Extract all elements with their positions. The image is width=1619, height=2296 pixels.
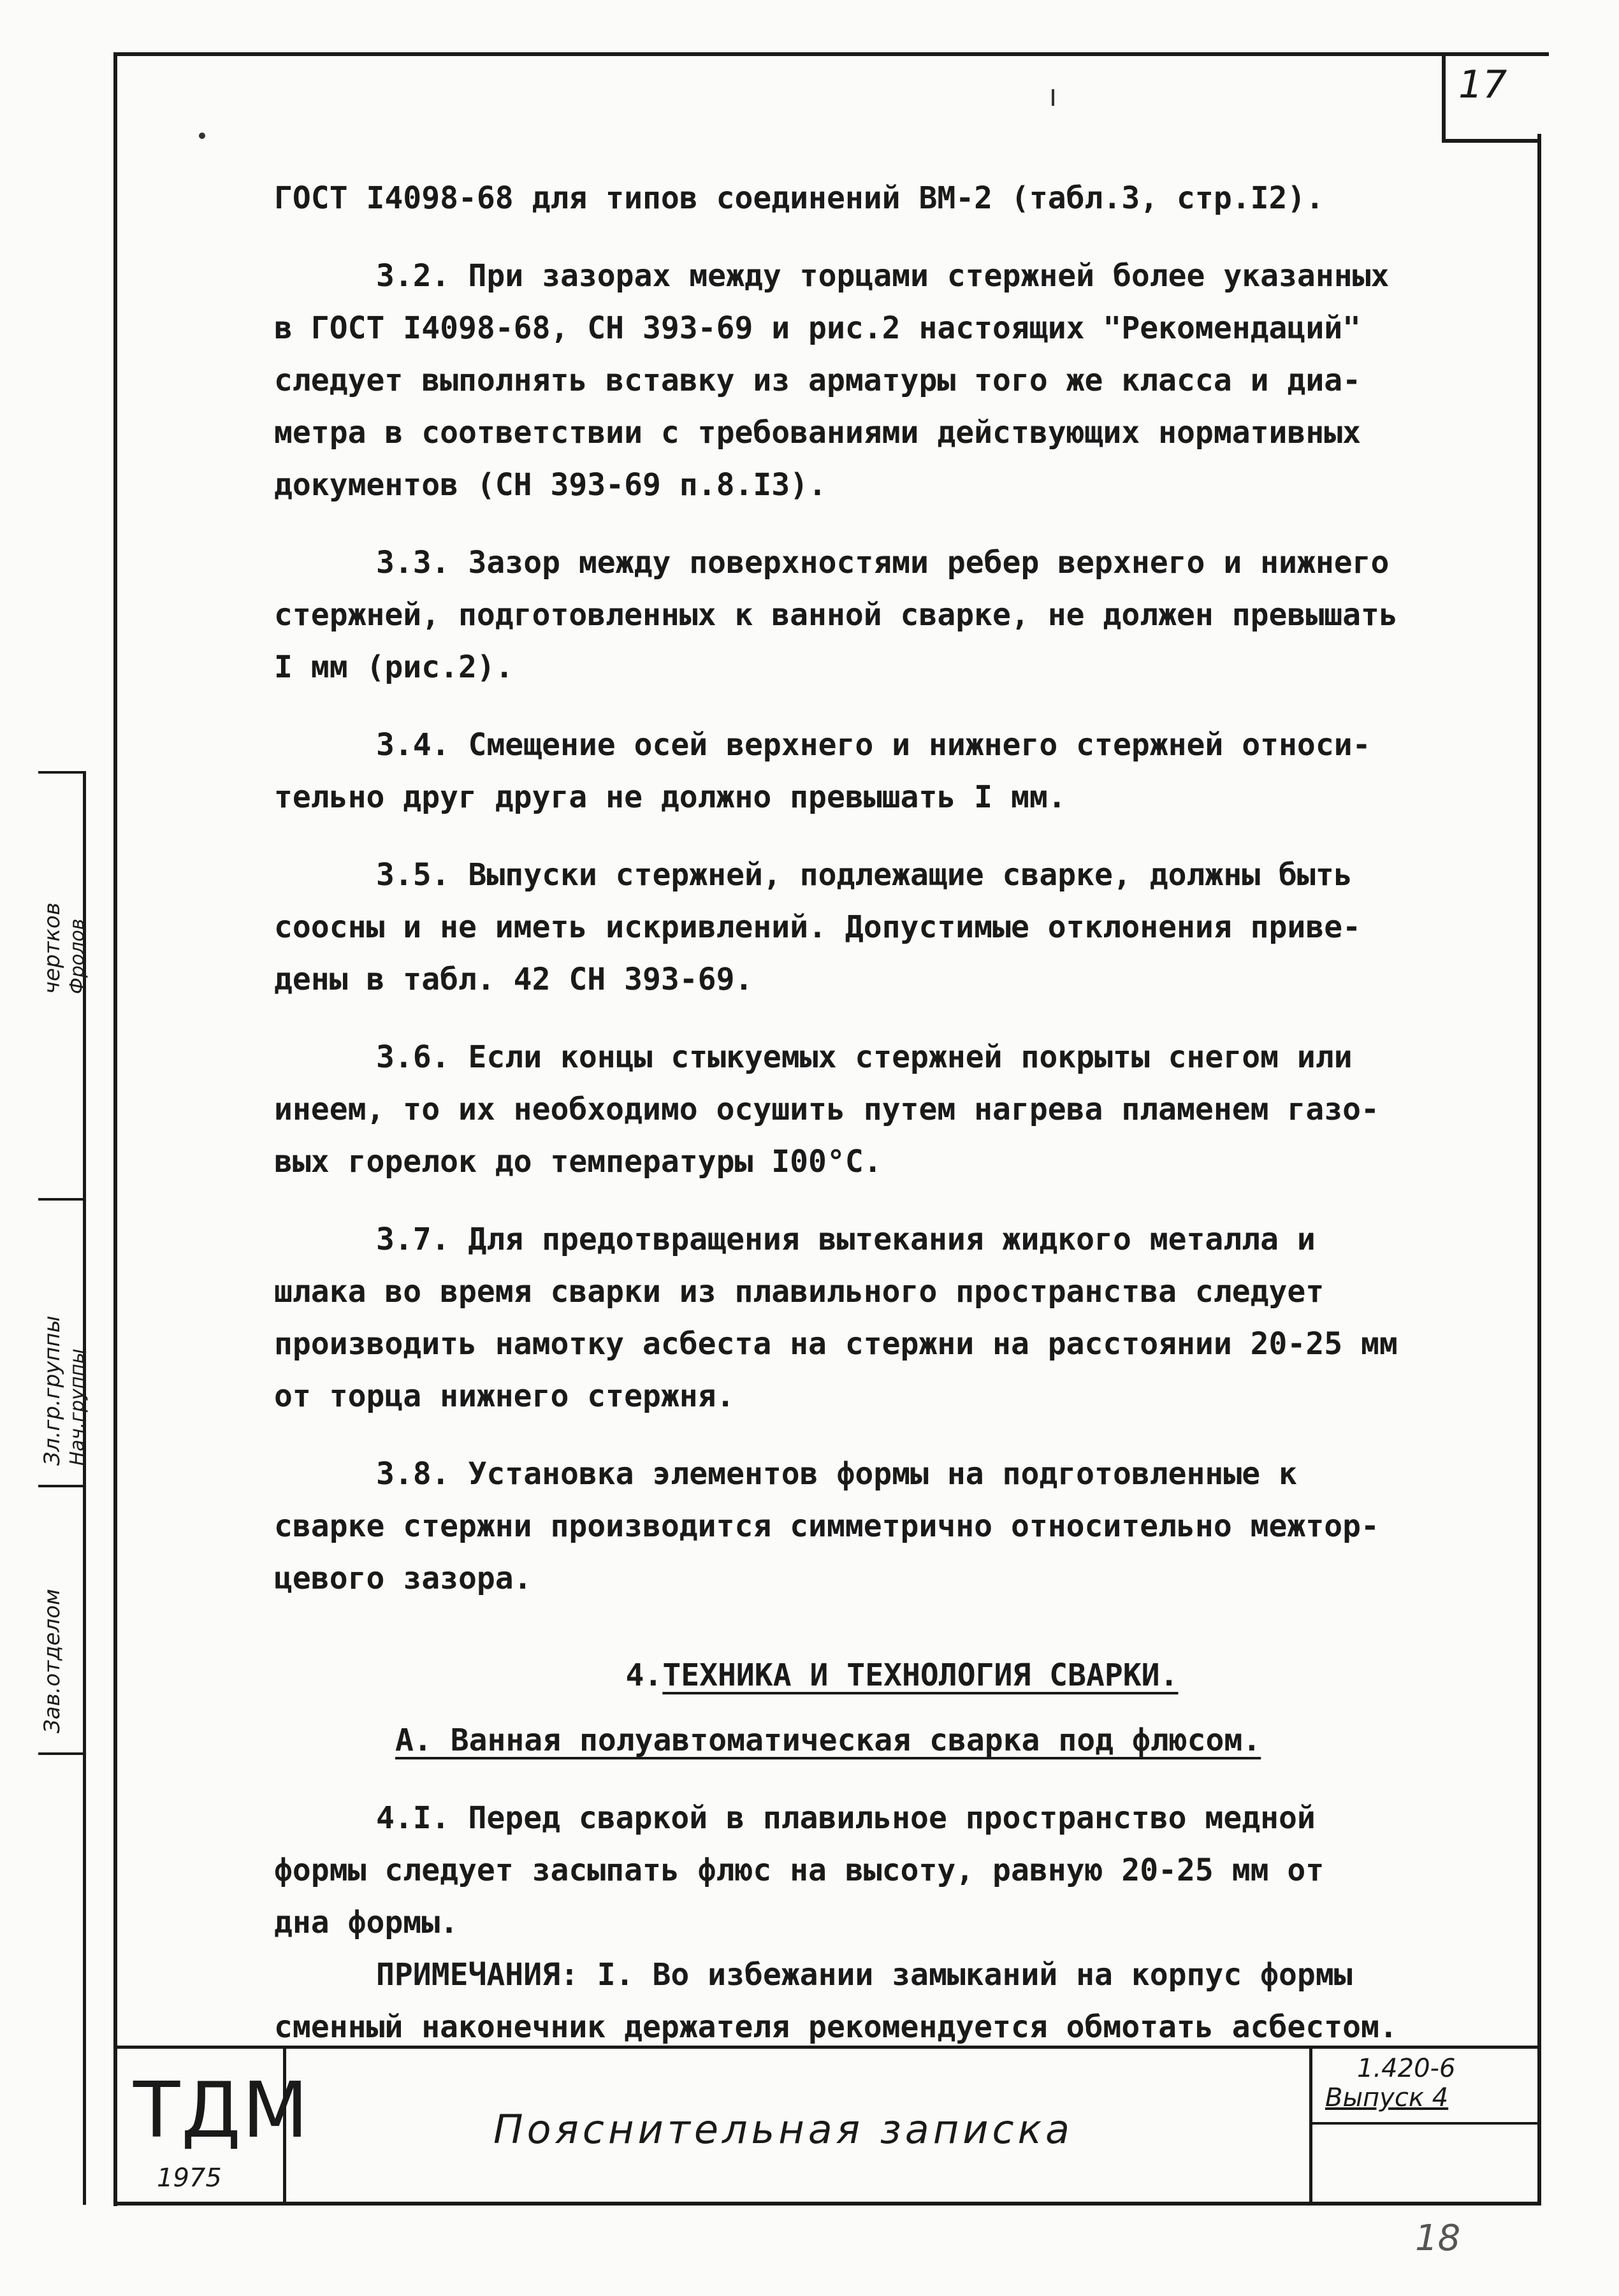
section-title: ТЕХНИКА И ТЕХНОЛОГИЯ СВАРКИ. [662,1657,1179,1693]
document-title: Пояснительная записка [493,2106,1074,2153]
text-line: стержней, подготовленных к ванной сварке, не должен превышать [274,597,1398,633]
stamp-divider [38,1485,86,1487]
text-line: документов (СН 393-69 п.8.I3). [274,467,827,503]
text-line: I мм (рис.2). [274,649,514,685]
page-number: 17 [1458,62,1507,107]
text-line: вых горелок до температуры I00°С. [274,1144,882,1180]
stamp-divider [38,1198,86,1201]
stamp-role: Нач.группы [66,1348,89,1466]
stamp-divider [38,1752,86,1755]
section-number: 4. [625,1657,663,1693]
series-code: 1.420-6 [1357,2054,1456,2083]
frame-border-top [115,52,1549,56]
text-line: формы следует засыпать флюс на высоту, равную 20-25 мм от [274,1852,1325,1888]
text-line: 4.I. Перед сваркой в плавильное пространство медной [376,1800,1316,1836]
stamp-role: Зл.гр.группы [40,1315,65,1466]
text-line: дна формы. [274,1905,458,1940]
text-line: 3.6. Если концы стыкуемых стержней покрыты снегом или [376,1039,1353,1075]
text-line: производить намотку асбеста на стержни на расстоянии 20-25 мм [274,1326,1398,1362]
text-line: следует выполнять вставку из арматуры того же класса и диа- [274,363,1361,398]
stamp-signer: Фролов [66,918,89,994]
text-line: ГОСТ I4098-68 для типов соединений ВМ-2 (табл.3, стр.I2). [274,180,1325,216]
frame-border-left [113,52,117,2206]
title-block-divider [1312,2122,1541,2125]
text-line: от торца нижнего стержня. [274,1378,735,1414]
stamp-signer: чертков [40,902,65,994]
document-body [274,172,1530,2053]
subsection-title: А. Ванная полуавтоматическая сварка под флюсом. [395,1722,1261,1758]
text-line: тельно друг друга не должно превышать I мм. [274,779,1066,815]
text-line: метра в соответствии с требованиями действующих нормативных [274,415,1361,451]
subsection-heading [274,1714,1530,1766]
text-line: 3.8. Установка элементов формы на подготовленные к [376,1456,1297,1492]
text-line: соосны и не иметь искривлений. Допустимые отклонения приве- [274,909,1361,945]
title-block [117,2046,1537,2206]
document-year: 1975 [157,2163,222,2193]
text-line: шлака во время сварки из плавильного пространства следует [274,1274,1325,1310]
stamp-divider [38,771,86,774]
text-line: 3.7. Для предотвращения вытекания жидкого металла и [376,1222,1316,1257]
scan-mark [1052,89,1054,106]
title-block-logo-cell [117,2049,310,2206]
text-line: 3.2. При зазорах между торцами стержней более указанных [376,258,1390,294]
text-line: 3.5. Выпуски стержней, подлежащие сварке, должны быть [376,857,1353,893]
organization-logo: ТДМ [133,2067,310,2155]
text-line: инеем, то их необходимо осушить путем нагрева пламенем газо- [274,1092,1379,1127]
text-line: сварке стержни производится симметрично относительно межтор- [274,1508,1379,1544]
scan-speck [199,133,205,139]
text-line: в ГОСТ I4098-68, СН 393-69 и рис.2 настоящих "Рекомендаций" [274,310,1361,346]
stamp-role: Зав.отделом [40,1589,65,1733]
frame-border-right [1537,134,1541,2205]
note-line: сменный наконечник держателя рекомендуется обмотать асбестом. [274,2009,1398,2045]
section-heading [274,1649,1530,1701]
note-line: ПРИМЕЧАНИЯ: I. Во избежании замыканий на корпус формы [376,1957,1353,1993]
footer-sheet-mark: 18 [1415,2218,1461,2259]
text-line: дены в табл. 42 СН 393-69. [274,962,753,997]
text-line: 3.4. Смещение осей верхнего и нижнего стержней относи- [376,727,1371,763]
text-line: 3.3. Зазор между поверхностями ребер верхнего и нижнего [376,545,1390,581]
issue-number: Выпуск 4 [1325,2083,1449,2112]
title-block-code-cell [1309,2049,1541,2206]
text-line: цевого зазора. [274,1561,532,1596]
